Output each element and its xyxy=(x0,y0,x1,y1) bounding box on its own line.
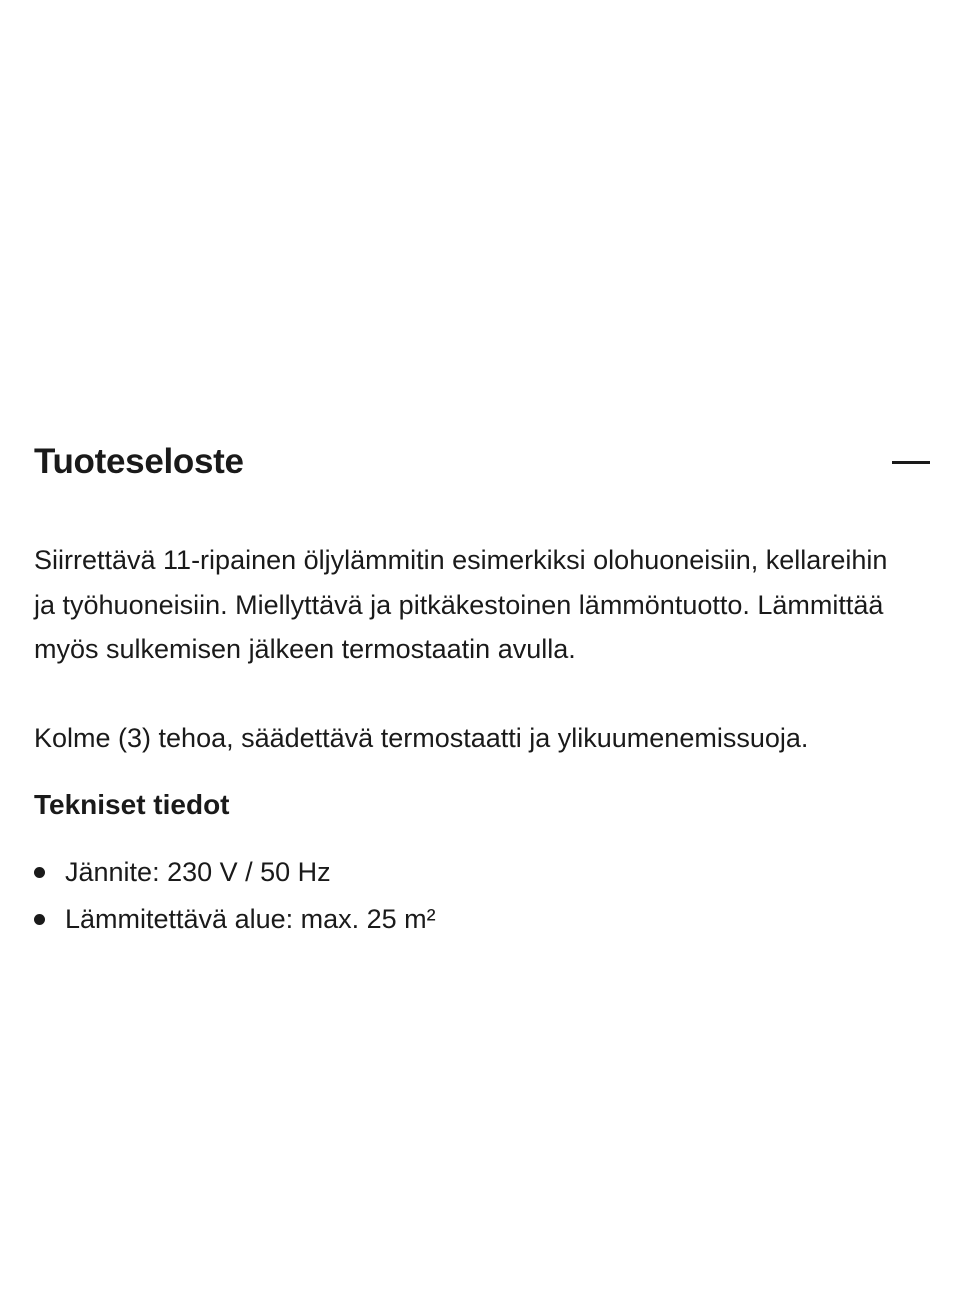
bullet-icon xyxy=(34,914,45,925)
specs-heading: Tekniset tiedot xyxy=(34,789,230,820)
accordion-title: Tuoteseloste xyxy=(34,442,244,481)
list-item xyxy=(34,849,930,896)
product-description: Siirrettävä 11-ripainen öljylämmitin esimerkiksi olohuoneisiin, kellareihin ja työhuoneisiin. Miellyttävä ja pitkäkestoinen lämmöntuotto. Lämmittää myös sulkemisen jälkeen termostaatin avulla. xyxy=(34,545,888,664)
product-features: Kolme (3) tehoa, säädettävä termostaatti ja ylikuumenemissuoja. xyxy=(34,722,809,753)
product-description-accordion xyxy=(34,432,930,943)
accordion-header[interactable] xyxy=(34,432,930,492)
minus-icon[interactable] xyxy=(892,450,930,474)
spec-text: Jännite: 230 V / 50 Hz xyxy=(65,857,331,887)
spec-text: Lämmitettävä alue: max. 25 m² xyxy=(65,904,436,934)
specs-list xyxy=(34,849,930,943)
accordion-body xyxy=(34,538,930,943)
bullet-icon xyxy=(34,867,45,878)
list-item xyxy=(34,896,930,943)
